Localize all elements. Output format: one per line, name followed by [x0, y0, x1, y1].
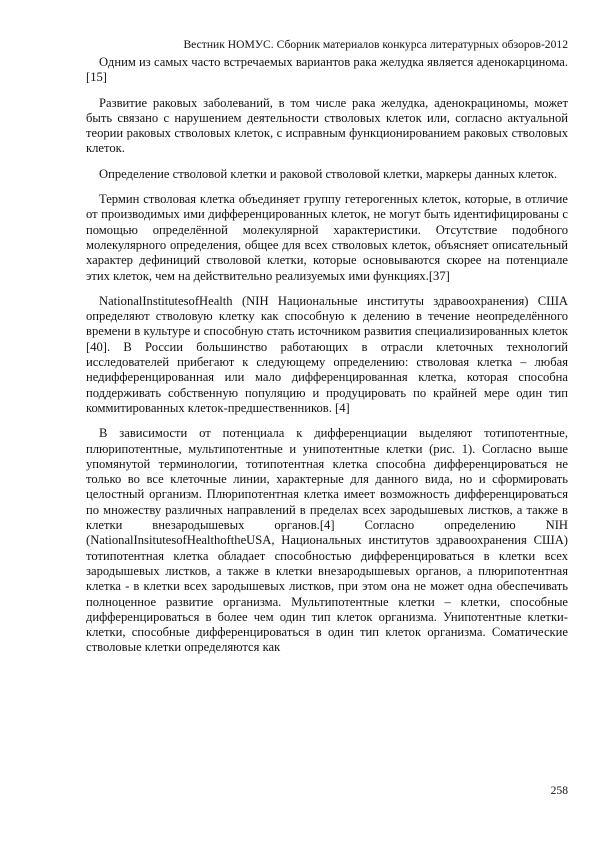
paragraph: Одним из самых часто встречаемых вариантов рака желудка является аденокарцинома. [15]	[86, 55, 568, 85]
page-number: 258	[550, 784, 568, 797]
paragraph: В зависимости от потенциала к дифференциации выделяют тотипотентные, плюрипотентные, мультипотентные и унипотентные клетки (рис. 1). Согласно выше упомянутой терминологии, тотипотентная клетка способна дифференцироваться не только во все клеточные линии, характерные для данного вида, но и сформировать целостный организм. Плюрипотентная клетка имеет возможность дифференцироваться по множеству различных направлений в пределах всех зародышевых листков, а также в клетки внезародышевых органов.[4] Согласно определению NIH (NationalInsitutesofHealthoftheUSA, Национальных институтов здравоохранения США) тотипотентная клетка обладает способностью дифференцироваться в клетки всех зародышевых листков, а также в клетки внезародышевых органов, а плюрипотентная клетка - в клетки всех зародышевых листков, при этом она не может одна обеспечивать полноценное развитие организма. Мультипотентные клетки – клетки, способные дифференцироваться в более чем один тип клеток организма. Унипотентные клетки- клетки, способные дифференцироваться в один тип клеток организма. Соматические стволовые клетки определяются как	[86, 426, 568, 655]
paragraph: Развитие раковых заболеваний, в том числе рака желудка, аденокрациномы, может быть связано с нарушением деятельности стволовых клеток или, согласно актуальной теории раковых стволовых клеток, с исправным функционированием раковых стволовых клеток.	[86, 95, 568, 156]
paragraph: Термин стволовая клетка объединяет группу гетерогенных клеток, которые, в отличие от производимых ими дифференцированных клеток, не могут быть идентифицированы с помощью определённой молекулярной характеристики. Отсутствие подобного молекулярного определения, общее для всех стволовых клеток, объясняет описательный характер дефиниций стволовой клетки, которые основываются скорее на потенциале этих клеток, чем на действительно реализуемых ими функциях.[37]	[86, 192, 568, 283]
paragraph: NationalInstitutesofHealth (NIH Национальные институты здравоохранения) США определяют стволовую клетку как способную к делению в течение неопределённого времени в культуре и способную стать источником развития специализированных клеток [40]. В России большинство работающих в отрасли клеточных технологий исследователей прибегают к следующему определению: стволовая клетка – любая недифференцированная или мало дифференцированная клетка, которая способна поддерживать собственную популяцию и продуцировать по крайней мере один тип коммитированных клеток-предшественников. [4]	[86, 293, 568, 415]
body-text	[86, 55, 568, 666]
paragraph: Определение стволовой клетки и раковой стволовой клетки, маркеры данных клеток.	[99, 166, 558, 181]
running-header: Вестник НОМУС. Сборник материалов конкурса литературных обзоров-2012	[183, 38, 568, 51]
